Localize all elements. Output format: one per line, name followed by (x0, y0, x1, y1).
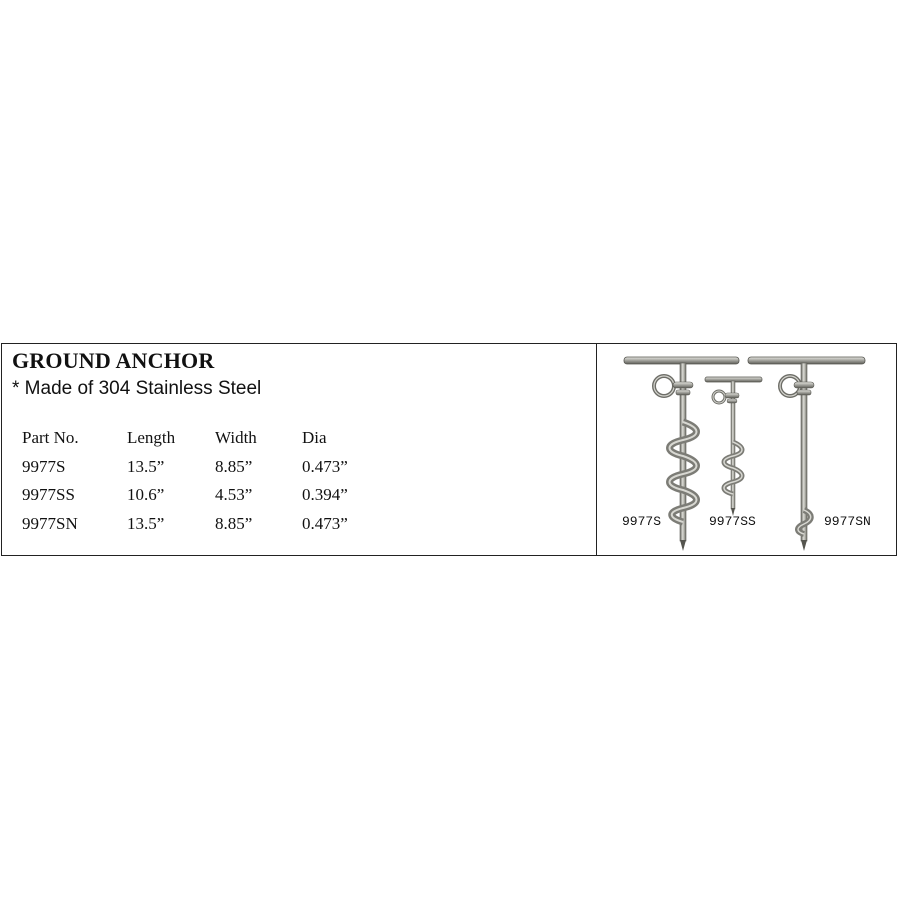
header-part-no: Part No. (22, 428, 79, 448)
cell-width: 8.85” (215, 513, 253, 533)
cell-dia: 0.473” (302, 513, 348, 533)
cell-dia: 0.473” (302, 456, 348, 476)
cell-length: 13.5” (127, 456, 165, 476)
cell-part-no: 9977S (22, 456, 66, 476)
small-auger-anchor-icon (705, 377, 762, 516)
spec-text-panel (2, 344, 596, 555)
header-length: Length (127, 428, 176, 448)
photo-label-9977s: 9977S (622, 514, 662, 529)
cell-width: 4.53” (215, 485, 253, 505)
table-row (22, 510, 382, 539)
product-title: GROUND ANCHOR (12, 348, 215, 373)
cell-length: 10.6” (127, 485, 165, 505)
spec-table-header-row (22, 424, 382, 453)
spec-table (22, 424, 382, 538)
material-note: * Made of 304 Stainless Steel (12, 378, 262, 399)
cell-dia: 0.394” (302, 485, 348, 505)
header-width: Width (215, 428, 257, 448)
table-row (22, 481, 382, 510)
cell-part-no: 9977SS (22, 485, 75, 505)
photo-label-9977sn: 9977SN (824, 514, 871, 529)
header-dia: Dia (302, 428, 327, 448)
table-row (22, 453, 382, 482)
cell-width: 8.85” (215, 456, 253, 476)
product-photo (597, 344, 896, 555)
photo-label-9977ss: 9977SS (709, 514, 756, 529)
cell-part-no: 9977SN (22, 513, 78, 533)
product-spec-box (1, 343, 897, 556)
cell-length: 13.5” (127, 513, 165, 533)
